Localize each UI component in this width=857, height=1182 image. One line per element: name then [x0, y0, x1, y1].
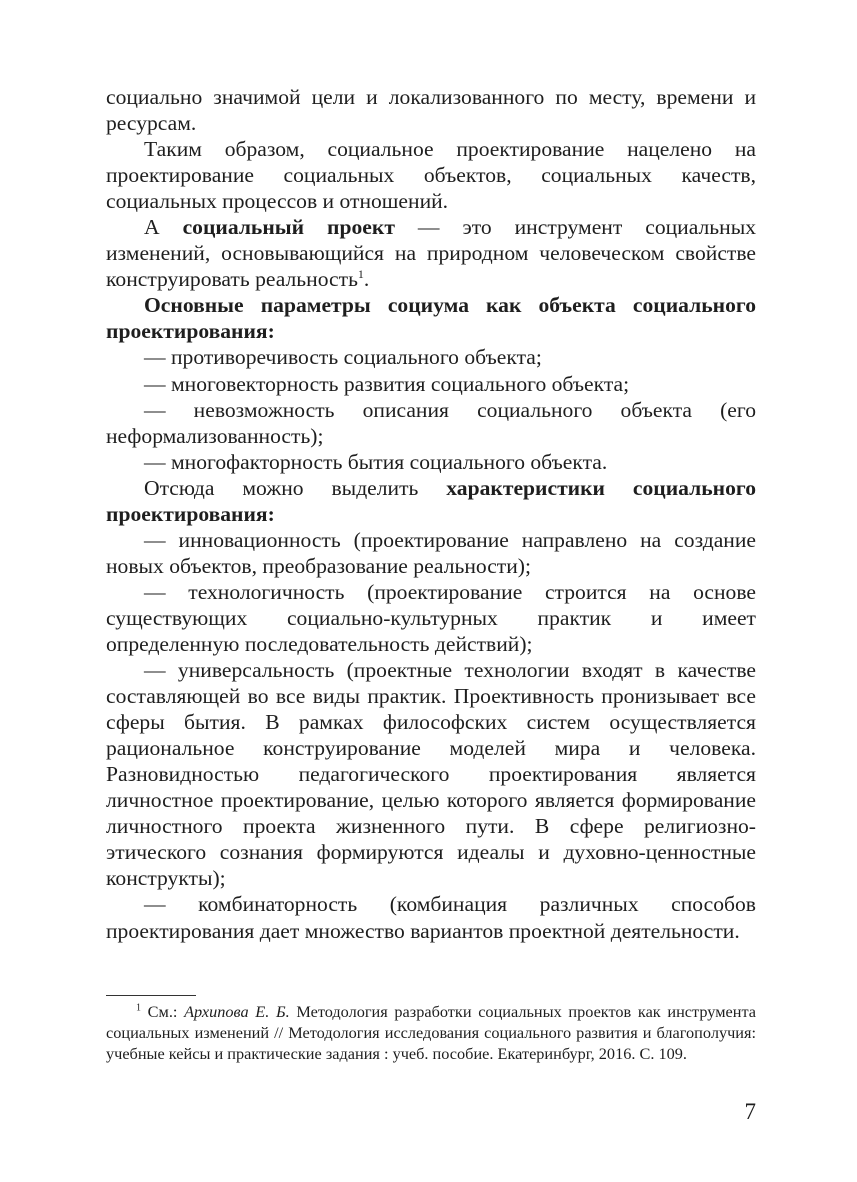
bold-term: характеристики социального проектирования:: [106, 475, 756, 526]
paragraph-intro: [106, 475, 756, 527]
text-run: А: [144, 215, 183, 240]
text-run: См.:: [141, 1002, 185, 1021]
text-run: — это инструмент социальных изменений, основывающийся на природном человеческом свойстве конструировать реальность: [106, 215, 756, 292]
list-item: — многовекторность развития социального объекта;: [144, 371, 630, 396]
bold-heading: Основные параметры социума как объекта социального проектирования:: [106, 293, 756, 344]
paragraph: социально значимой цели и локализованного по месту, времени и ресурсам.: [106, 85, 756, 136]
list-item: — технологичность (проектирование строится на основе существующих социально-культурных практик и имеет определенную последовательность действий);: [106, 579, 756, 656]
footnote: [106, 1001, 756, 1065]
text-run: .: [363, 267, 370, 292]
main-text: [106, 84, 756, 944]
list-item: — инновационность (проектирование направлено на создание новых объектов, преобразование реальности);: [106, 527, 756, 578]
paragraph-definition: [106, 214, 756, 292]
footnote-reference[interactable]: 1: [357, 267, 364, 282]
list-item: — многофакторность бытия социального объекта.: [144, 449, 608, 474]
list-item: — противоречивость социального объекта;: [144, 345, 542, 370]
footnote-divider: [106, 995, 196, 996]
text-run: Отсюда можно выделить: [144, 475, 447, 500]
list-item: — комбинаторность (комбинация различных способов проектирования дает множество вариантов проектной деятельности.: [106, 892, 756, 943]
list-item: — универсальность (проектные технологии входят в качестве составляющей во все виды практик. Проективность пронизывает все сферы бытия. В рамках философских систем осуществляется рациональное конструирование моделей мира и человека. Разновидностью педагогического проектирования является личностное проектирование, целью которого является формирование личностного проекта жизненного пути. В сфере религиозно-этического сознания формируются идеалы и духовно-ценностные конструкты);: [106, 658, 756, 891]
section-heading: [106, 292, 756, 344]
footnote-author: Архипова Е. Б.: [184, 1002, 290, 1021]
list-item: — невозможность описания социального объекта (его неформализованность);: [106, 397, 756, 448]
text-run: Методология разработки социальных проектов как инструмента социальных изменений // Методология исследования социального развития и благополучия: учебные кейсы и практические задания : учеб. пособие. Екатеринбург, 2016. С. 109.: [106, 1002, 756, 1064]
footnote-mark: 1: [136, 1002, 141, 1014]
bold-term: социальный проект: [182, 215, 395, 240]
page-number: 7: [744, 1099, 756, 1124]
footnote-text: [106, 1001, 756, 1065]
paragraph: Таким образом, социальное проектирование нацелено на проектирование социальных объектов, социальных качеств, социальных процессов и отношений.: [106, 137, 756, 214]
